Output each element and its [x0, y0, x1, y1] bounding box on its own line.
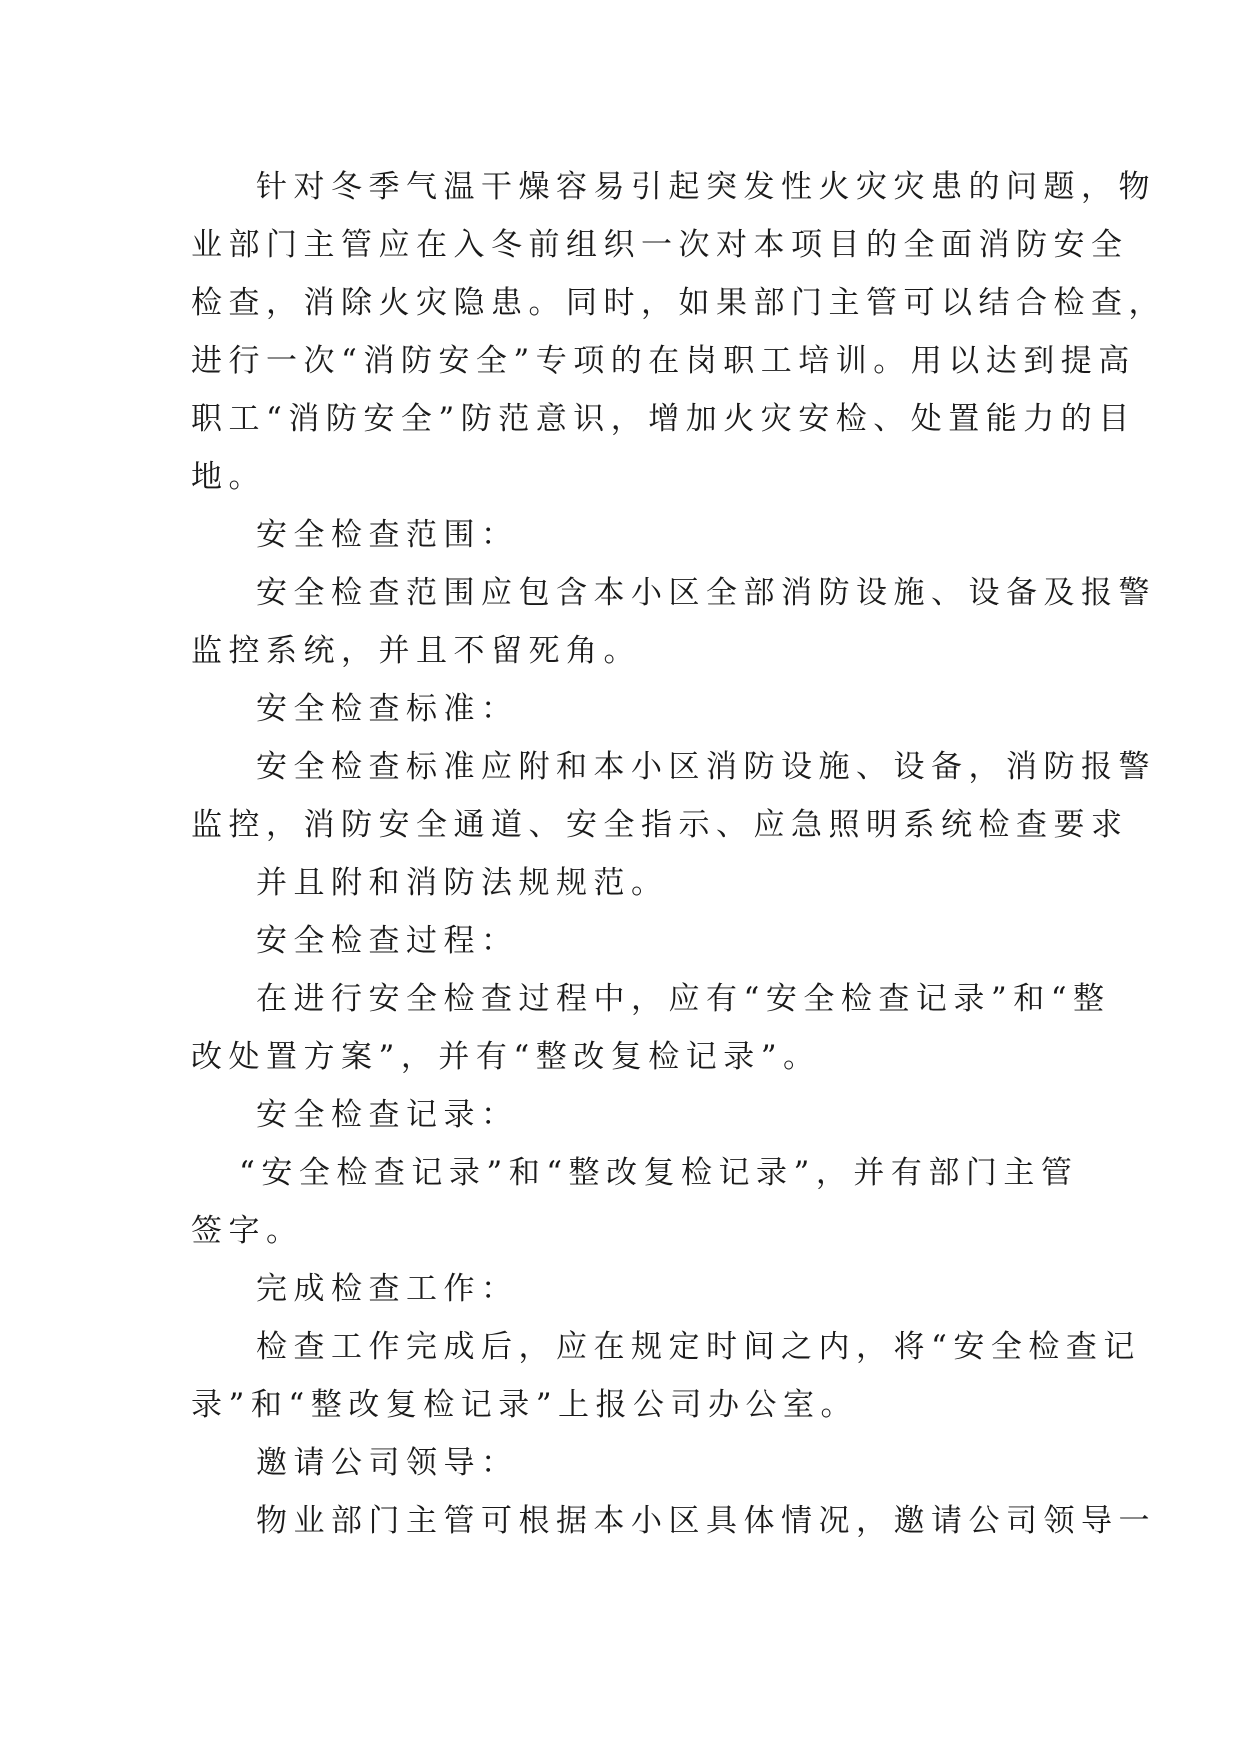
text-line: 安全检查范围应包含本小区全部消防设施、设备及报警: [256, 575, 1156, 611]
paragraph-complete: [191, 1318, 1141, 1434]
heading-line: 安全检查范围：: [256, 517, 519, 553]
text-line: 安全检查标准应附和本小区消防设施、设备，消防报警: [256, 749, 1156, 785]
text-line: 针对冬季气温干燥容易引起突发性火灾灾患的问题，物: [256, 169, 1156, 205]
section-heading-scope: [191, 506, 1071, 564]
section-heading-invite: [191, 1434, 1071, 1492]
text-line: 业部门主管应在入冬前组织一次对本项目的全面消防安全: [191, 227, 1129, 263]
document-body: [191, 158, 1166, 1550]
text-line: “安全检查记录”和“整改复检记录”，并有部门主管: [239, 1155, 1079, 1191]
paragraph-standard-continued: [191, 854, 1071, 912]
text-line: 监控系统，并且不留死角。: [191, 633, 641, 669]
text-line: 检查工作完成后，应在规定时间之内，将“安全检查记: [256, 1329, 1141, 1365]
heading-line: 完成检查工作：: [256, 1271, 519, 1307]
paragraph-invite: [191, 1492, 1156, 1550]
text-line: 在进行安全检查过程中，应有“安全检查记录”和“整: [256, 981, 1111, 1017]
text-line: 监控，消防安全通道、安全指示、应急照明系统检查要求: [191, 807, 1129, 843]
section-heading-standard: [191, 680, 1071, 738]
text-line: 地。: [191, 459, 266, 495]
paragraph-record: [191, 1144, 1079, 1260]
text-line: 签字。: [191, 1213, 304, 1249]
text-line: 进行一次“消防安全”专项的在岗职工培训。用以达到提高: [191, 343, 1136, 379]
text-line: 职工“消防安全”防范意识，增加火灾安检、处置能力的目: [191, 401, 1136, 437]
text-line: 检查，消除火灾隐患。同时，如果部门主管可以结合检查，: [191, 285, 1166, 321]
text-line: 改处置方案”，并有“整改复检记录”。: [191, 1039, 821, 1075]
text-line: 并且附和消防法规规范。: [256, 865, 669, 901]
paragraph-standard: [191, 738, 1156, 854]
paragraph-intro: [191, 158, 1166, 506]
heading-line: 邀请公司领导：: [256, 1445, 519, 1481]
heading-line: 安全检查记录：: [256, 1097, 519, 1133]
section-heading-record: [191, 1086, 1071, 1144]
paragraph-scope: [191, 564, 1156, 680]
heading-line: 安全检查标准：: [256, 691, 519, 727]
paragraph-process: [191, 970, 1111, 1086]
heading-line: 安全检查过程：: [256, 923, 519, 959]
text-line: 录”和“整改复检记录”上报公司办公室。: [191, 1387, 859, 1423]
section-heading-complete: [191, 1260, 1071, 1318]
section-heading-process: [191, 912, 1071, 970]
text-line: 物业部门主管可根据本小区具体情况，邀请公司领导一: [256, 1503, 1156, 1539]
